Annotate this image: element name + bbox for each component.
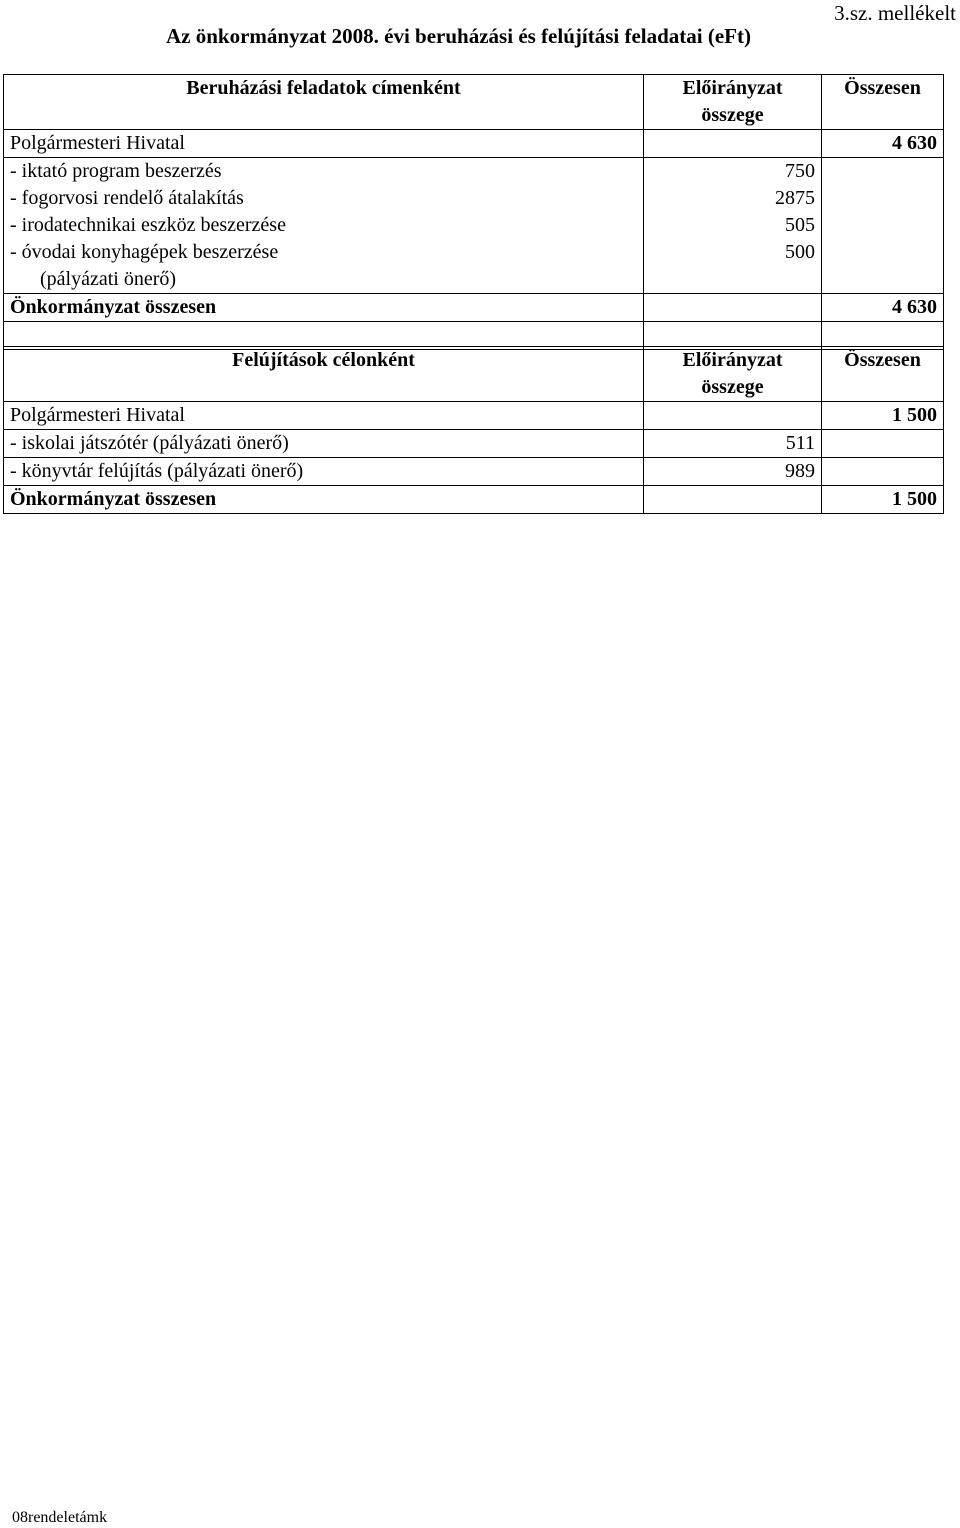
- summary-label: Önkormányzat összesen: [4, 486, 644, 514]
- item-total: [822, 458, 944, 486]
- item-amount: 500: [644, 239, 822, 294]
- item-label: - könyvtár felújítás (pályázati önerő): [4, 458, 644, 486]
- item-label: [4, 239, 644, 294]
- table-row: [4, 185, 944, 212]
- item-amount: 505: [644, 212, 822, 239]
- table-row: [4, 158, 944, 186]
- item-label: - iktató program beszerzés: [4, 158, 644, 186]
- item-total: [822, 212, 944, 239]
- table-row: [4, 458, 944, 486]
- renovations-col-task: Felújítások célonként: [4, 347, 644, 402]
- table-row: [4, 430, 944, 458]
- investments-col-task: Beruházási feladatok címenként: [4, 75, 644, 130]
- item-total: [822, 239, 944, 294]
- group-amount: [644, 130, 822, 158]
- group-amount: [644, 402, 822, 430]
- table-row: [4, 294, 944, 322]
- group-label: Polgármesteri Hivatal: [4, 130, 644, 158]
- item-amount: 989: [644, 458, 822, 486]
- table-row: [4, 212, 944, 239]
- item-label-line2: (pályázati önerő): [40, 268, 177, 290]
- summary-total: 4 630: [822, 294, 944, 322]
- item-total: [822, 185, 944, 212]
- group-total: 4 630: [822, 130, 944, 158]
- renovations-col-amount: [644, 347, 822, 402]
- investments-col-amount: [644, 75, 822, 130]
- renovations-col-amount-line1: Előirányzat: [682, 349, 783, 371]
- footer-filename: 08rendeletámk: [12, 1509, 108, 1526]
- item-label-line1: - óvodai konyhagépek beszerzése: [10, 241, 279, 263]
- investments-header-row: [4, 75, 944, 130]
- item-label: - iskolai játszótér (pályázati önerő): [4, 430, 644, 458]
- investments-table: [3, 74, 944, 350]
- investments-col-amount-line2: összege: [701, 104, 764, 126]
- summary-label: Önkormányzat összesen: [4, 294, 644, 322]
- page-title: Az önkormányzat 2008. évi beruházási és felújítási feladatai (eFt): [166, 24, 751, 48]
- item-amount: 511: [644, 430, 822, 458]
- item-total: [822, 430, 944, 458]
- item-total: [822, 158, 944, 186]
- group-label: Polgármesteri Hivatal: [4, 402, 644, 430]
- investments-col-amount-line1: Előirányzat: [682, 77, 783, 99]
- summary-total: 1 500: [822, 486, 944, 514]
- table-row: [4, 402, 944, 430]
- annex-reference: 3.sz. mellékelt: [834, 1, 956, 25]
- item-label: - fogorvosi rendelő átalakítás: [4, 185, 644, 212]
- item-amount: 2875: [644, 185, 822, 212]
- summary-amount: [644, 486, 822, 514]
- renovations-col-total: Összesen: [822, 347, 944, 402]
- table-row: [4, 130, 944, 158]
- table-row: [4, 486, 944, 514]
- item-label: - irodatechnikai eszköz beszerzése: [4, 212, 644, 239]
- summary-amount: [644, 294, 822, 322]
- renovations-header-row: [4, 347, 944, 402]
- table-row: [4, 239, 944, 294]
- group-total: 1 500: [822, 402, 944, 430]
- item-amount: 750: [644, 158, 822, 186]
- renovations-col-amount-line2: összege: [701, 376, 764, 398]
- investments-col-total: Összesen: [822, 75, 944, 130]
- renovations-table: [3, 346, 944, 514]
